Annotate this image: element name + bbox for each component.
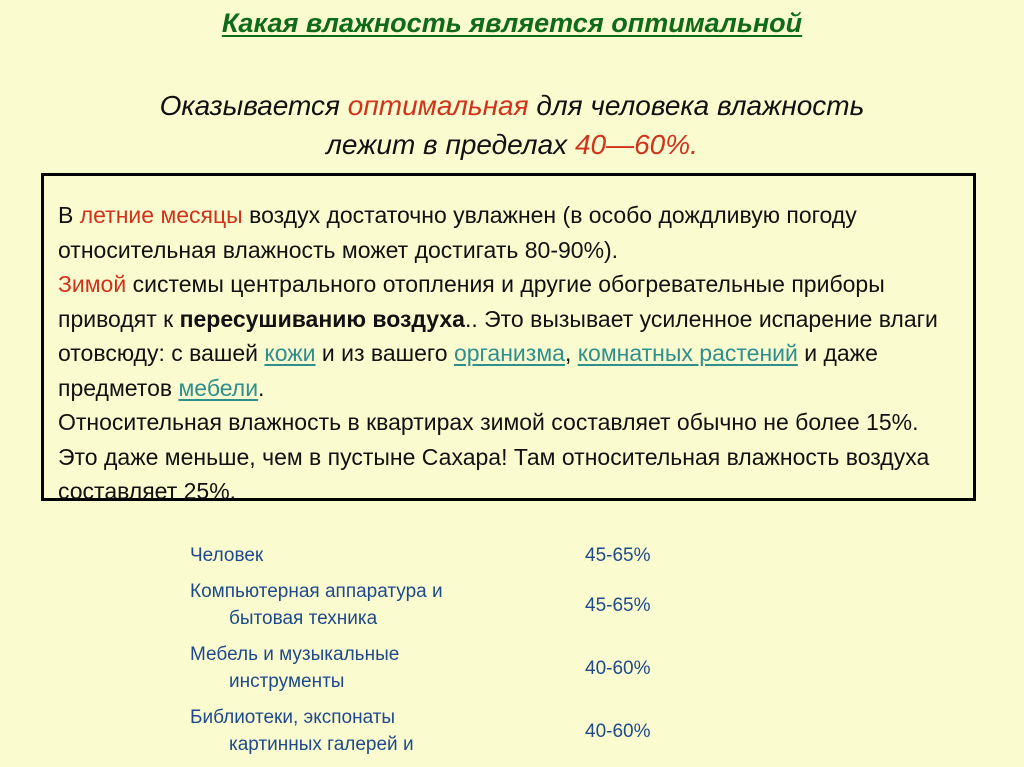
winter-text: системы центрального отопления и другие обогревательные приборы приводят к [58, 271, 885, 332]
row-label-line1: Библиотеки, экспонаты [190, 707, 396, 728]
row-value: 40-60% [585, 720, 651, 742]
winter-text5: . [258, 374, 265, 401]
row-value: 40-60% [585, 657, 651, 679]
row-value: 45-65% [585, 594, 651, 616]
summer-prefix: В [58, 202, 80, 228]
subtitle-part3: лежит в пределах [326, 129, 575, 160]
table-row [190, 641, 710, 695]
winter-text3: и из вашего [315, 340, 454, 366]
page-title: Какая влажность является оптимальной [221, 8, 803, 38]
row-value: 45-65% [585, 545, 651, 566]
summer-text: воздух достаточно увлажнен (в особо дождливую погоду относительная влажность может достигать 80-90%). [58, 202, 857, 263]
subtitle-part1: Оказывается [159, 90, 348, 121]
table-row [190, 704, 710, 758]
row-label-line1: Человек [190, 545, 264, 566]
paragraph-summer [58, 198, 961, 267]
row-label-line2: картинных галерей и [229, 734, 414, 755]
row-label [190, 704, 585, 758]
paragraph-winter [58, 267, 961, 405]
table-row [190, 578, 710, 632]
table-row [190, 542, 710, 569]
winter-highlight: Зимой [58, 271, 127, 297]
link-plants[interactable]: комнатных растений [577, 340, 798, 366]
subtitle-accent: оптимальная [347, 90, 529, 121]
info-box [41, 173, 976, 504]
summer-highlight: летние месяцы [79, 202, 243, 228]
row-label [190, 578, 585, 632]
subtitle [0, 86, 1024, 164]
winter-comma: , [564, 340, 578, 366]
link-furniture[interactable]: мебели [178, 374, 259, 401]
winter-bold: пересушиванию воздуха [179, 305, 465, 332]
row-label [190, 542, 585, 569]
row-label-line1: Мебель и музыкальные [190, 644, 400, 665]
paragraph-sahara: Относительная влажность в квартирах зимой составляет обычно не более 15%. Это даже меньше, чем в пустыне Сахара! Там относительная влажность воздуха составляет 25%. [58, 409, 930, 504]
row-label-line2: инструменты [229, 671, 345, 692]
subtitle-part2: для человека влажность [528, 90, 865, 121]
row-label-line1: Компьютерная аппаратура и [190, 581, 443, 602]
winter-text4: и даже предметов [58, 340, 878, 401]
row-label-line2: бытовая техника [229, 608, 378, 629]
link-skin[interactable]: кожи [264, 340, 316, 366]
winter-text2: .. Это вызывает усиленное испарение влаги отовсюду: с вашей [58, 305, 938, 366]
subtitle-range: 40—60%. [574, 129, 698, 160]
humidity-table [190, 542, 710, 767]
row-label [190, 641, 585, 695]
link-organism[interactable]: организма [453, 340, 565, 366]
